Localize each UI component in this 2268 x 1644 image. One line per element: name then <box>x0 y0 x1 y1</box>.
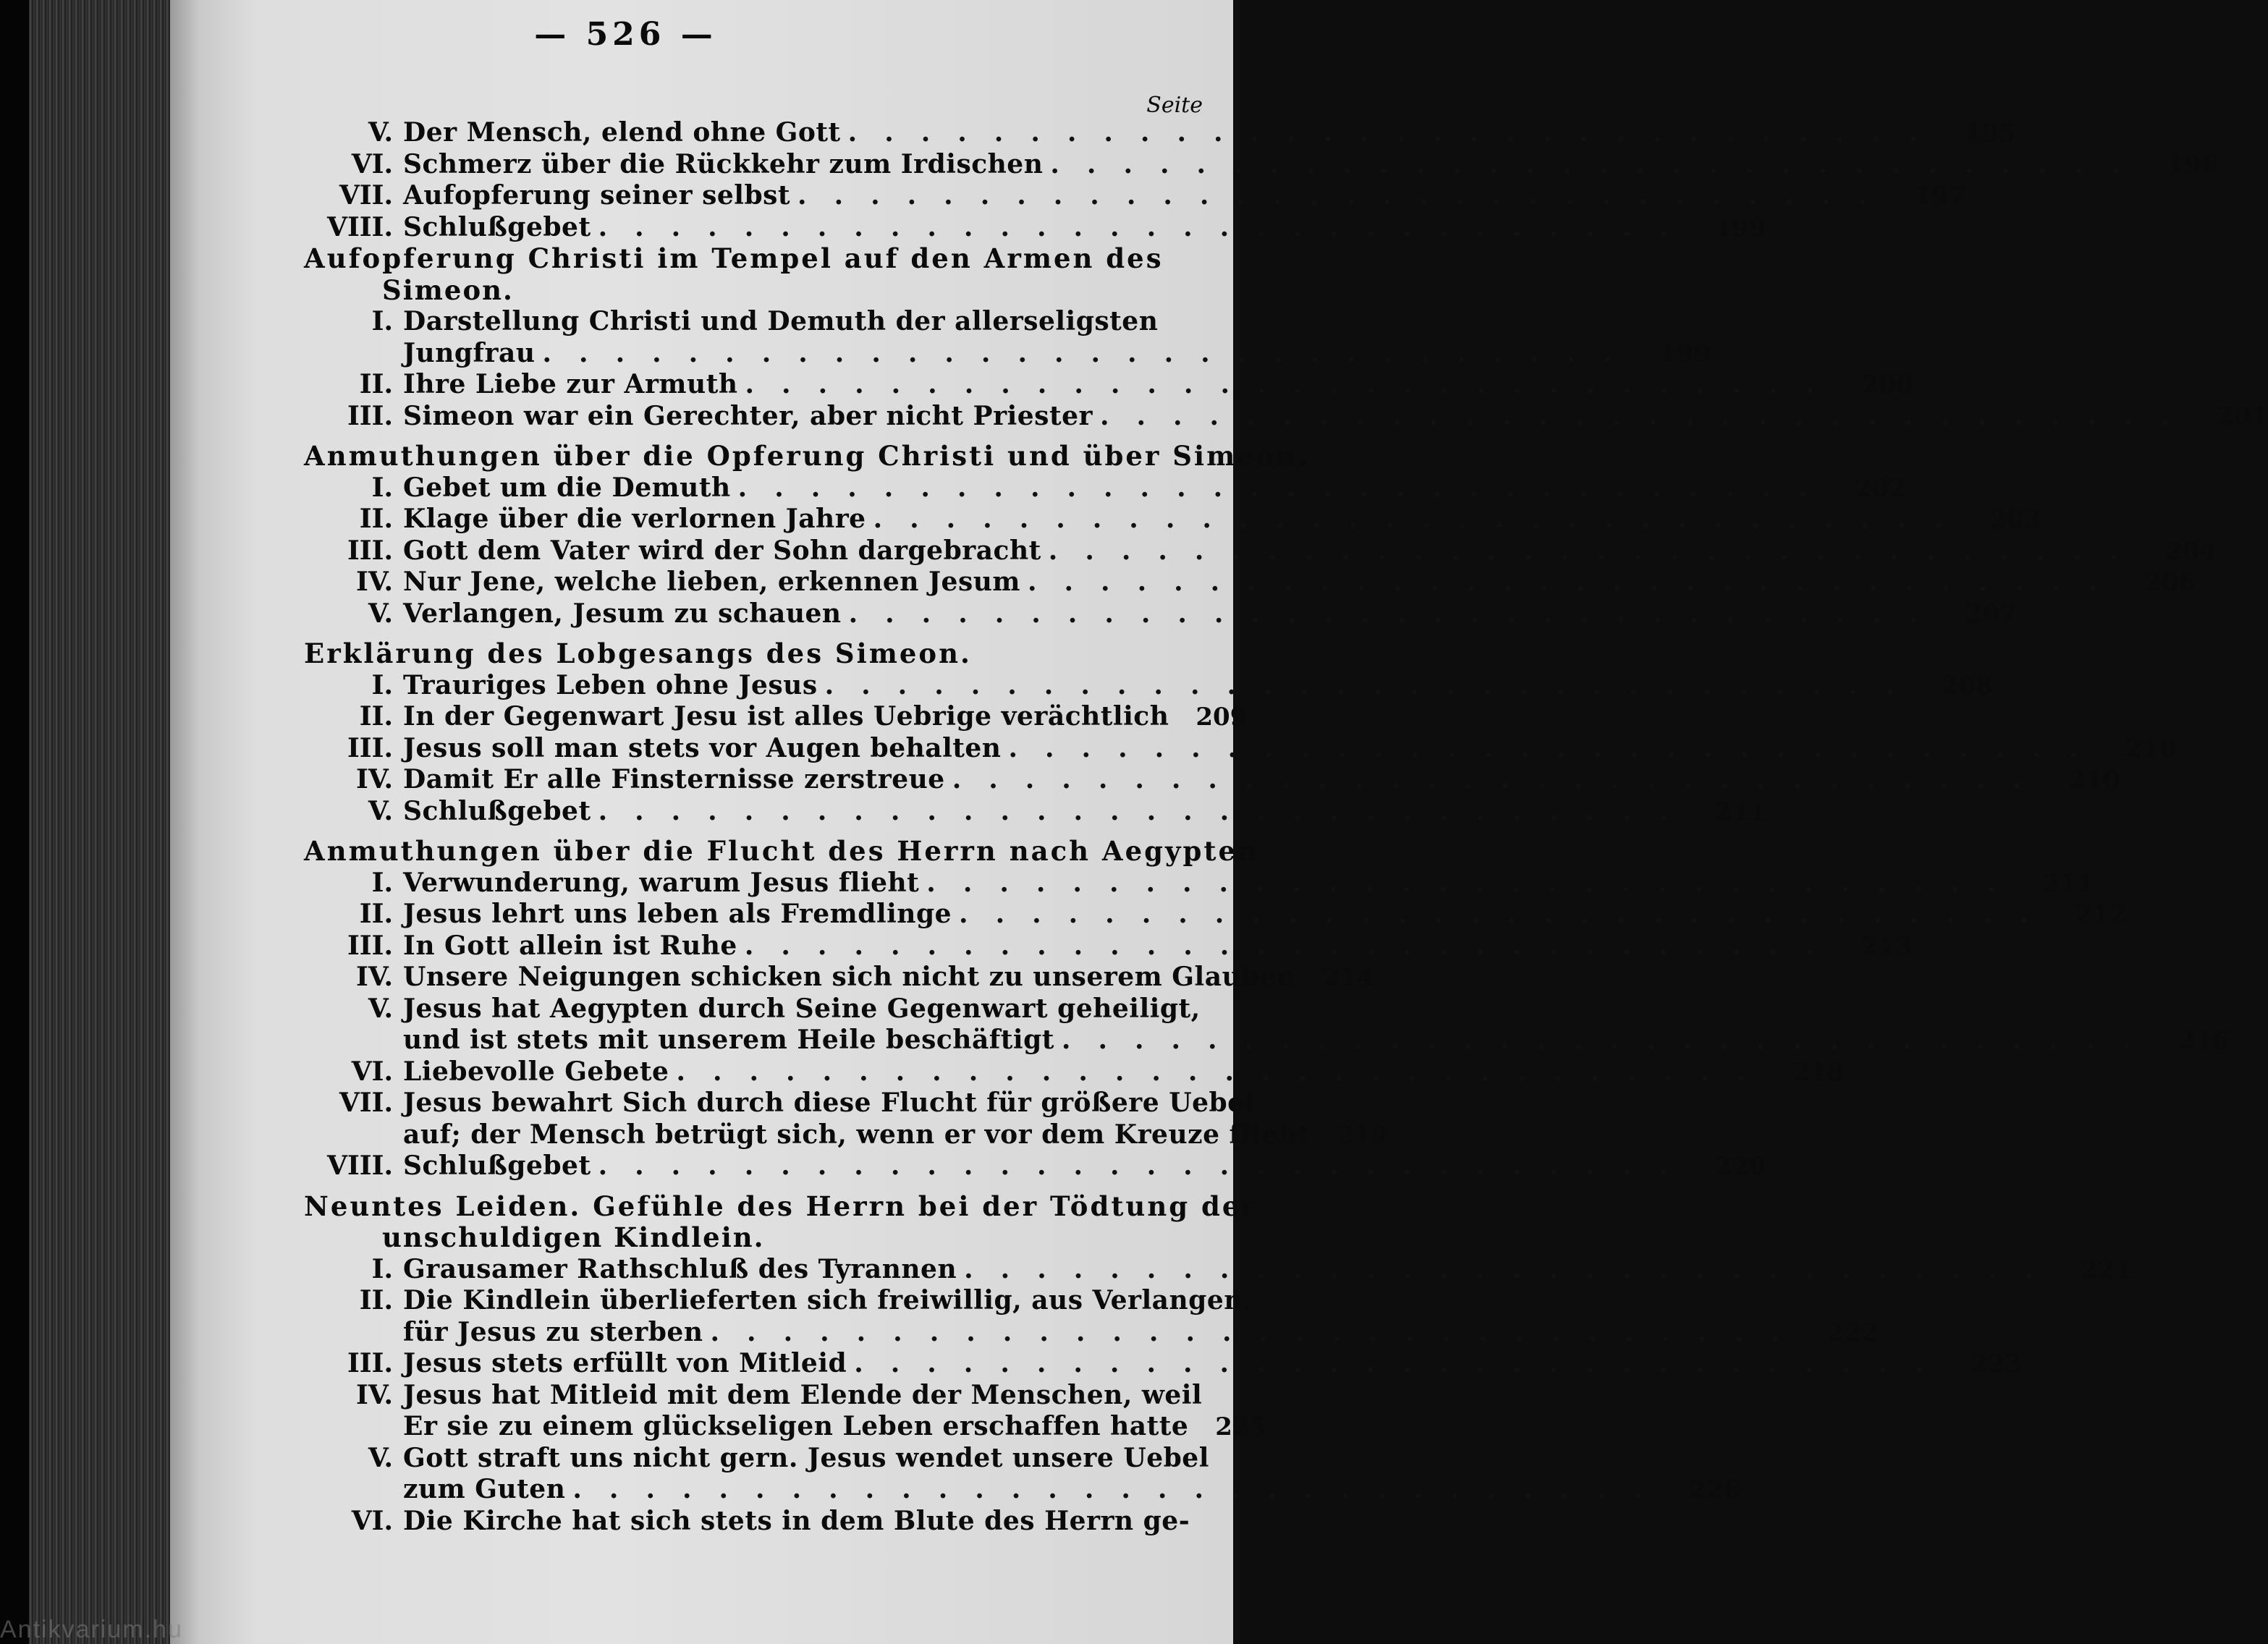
section-heading: Aufopferung Christi im Tempel auf den Armen des <box>304 242 1164 274</box>
toc-entry <box>304 930 1913 962</box>
entry-title: zum Guten <box>403 1474 566 1504</box>
entry-title: Jesus lehrt uns leben als Fremdlinge <box>403 899 952 929</box>
entry-numeral: V. <box>368 993 393 1024</box>
entry-page-number: 201 <box>2216 402 2268 431</box>
entry-page-number: 211 <box>2043 868 2095 898</box>
entry-title: Schlußgebet <box>403 1151 591 1181</box>
entry-title: Verlangen, Jesum zu schauen <box>403 598 842 629</box>
toc-entry <box>304 795 1766 828</box>
toc-entry <box>304 1285 1253 1317</box>
entry-title: Gott straft uns nicht gern. Jesus wendet unsere Uebel <box>403 1442 1209 1473</box>
toc-entry <box>304 400 2268 433</box>
entry-title: Schmerz über die Rückkehr zum Irdischen <box>403 148 1044 179</box>
toc-entry <box>304 1348 2023 1380</box>
entry-page-number: 209 <box>1196 703 1248 732</box>
leader-dots: .............................. <box>744 930 1842 961</box>
entry-title: Klage über die verlornen Jahre <box>403 504 866 534</box>
entry-numeral: VII. <box>339 180 393 211</box>
leader-dots: .............................. <box>598 211 1696 242</box>
toc-entry <box>304 669 1993 702</box>
toc-entry <box>304 180 1966 212</box>
document-page <box>170 0 2268 1644</box>
entry-title: Jesus bewahrt Sich durch diese Flucht für größere Uebel <box>403 1088 1255 1118</box>
entry-numeral: VI. <box>351 148 393 179</box>
leader-dots: .............................. <box>1048 535 2146 566</box>
seite-column-label: Seite <box>1146 93 1203 118</box>
toc-entry <box>304 598 2017 630</box>
entry-title: Ihre Liebe zur Armuth <box>403 369 738 399</box>
entry-title: Jungfrau <box>403 337 536 368</box>
leader-dots: .............................. <box>710 1316 1808 1347</box>
entry-title: Aufopferung seiner selbst <box>403 180 791 211</box>
toc-entry <box>304 764 2120 796</box>
entry-title: Verwunderung, warum Jesus flieht <box>403 867 920 898</box>
entry-page-number: 225 <box>1215 1412 1267 1441</box>
leader-dots: .............................. <box>598 795 1696 826</box>
toc-entry <box>304 567 2196 598</box>
toc-entry <box>304 1025 2230 1056</box>
entry-title: Die Kindlein überlieferten sich freiwillig, aus Verlangen, <box>403 1285 1253 1315</box>
entry-page-number: 203 <box>1989 505 2041 534</box>
entry-numeral: III. <box>347 535 393 566</box>
entry-page-number: 195 <box>1964 119 2016 148</box>
toc-entry <box>304 1253 2133 1286</box>
toc-entry <box>304 732 2177 765</box>
watermark: Antikvarium.hu <box>0 1616 183 1643</box>
entry-numeral: II. <box>359 899 393 929</box>
toc-entry <box>304 369 1913 401</box>
entry-numeral: IV. <box>355 764 393 795</box>
entry-numeral: V. <box>368 795 393 826</box>
leader-dots: .............................. <box>542 337 1640 368</box>
leader-dots: .............................. <box>854 1348 1952 1378</box>
entry-title: Jesus hat Mitleid mit dem Elende der Menschen, weil <box>403 1379 1203 1410</box>
leader-dots: .............................. <box>737 472 1835 503</box>
entry-numeral: II. <box>359 1285 393 1315</box>
toc-entry <box>304 211 1766 244</box>
entry-page-number: 222 <box>1827 1318 1879 1347</box>
entry-numeral: V. <box>368 1442 393 1473</box>
entry-page-number: 199 <box>1714 213 1766 242</box>
entry-numeral: VI. <box>351 1056 393 1087</box>
section-heading: Anmuthungen über die Flucht des Herrn nach Aegypten. <box>304 835 1271 867</box>
entry-numeral: I. <box>371 867 393 898</box>
toc-entry <box>304 117 2016 149</box>
entry-page-number: 200 <box>1861 370 1913 399</box>
entry-page-number: 199 <box>1659 339 1711 368</box>
entry-page-number: 208 <box>1941 671 1993 700</box>
toc-entry <box>304 472 1906 504</box>
toc-entry <box>304 504 2041 535</box>
entry-numeral: IV. <box>355 1379 393 1410</box>
entry-title: Damit Er alle Finsternisse zerstreue <box>403 764 945 795</box>
leader-dots: .............................. <box>847 117 1945 148</box>
toc-entry <box>304 1474 1741 1506</box>
toc-entry <box>304 337 1711 370</box>
section-heading: Simeon. <box>382 274 514 306</box>
entry-numeral: III. <box>347 400 393 431</box>
book-cover <box>0 0 29 1644</box>
toc-entry <box>304 701 1248 733</box>
entry-title: Gott dem Vater wird der Sohn dargebracht <box>403 535 1041 566</box>
entry-page-number: 226 <box>1689 1475 1741 1504</box>
entry-numeral: V. <box>368 117 393 148</box>
leader-dots: .............................. <box>1061 1025 2159 1055</box>
leader-dots: .............................. <box>797 180 1895 211</box>
toc-entry <box>304 1151 1766 1182</box>
toc-entry <box>304 1442 1209 1475</box>
entry-numeral: VIII. <box>327 1151 393 1181</box>
entry-page-number: 210 <box>2068 766 2120 795</box>
entry-page-number: 218 <box>1793 1057 1845 1087</box>
toc-entry <box>304 993 1201 1025</box>
entry-numeral: IV. <box>355 962 393 992</box>
entry-page-number: 223 <box>1971 1349 2023 1378</box>
entry-page-number: 211 <box>1714 797 1766 826</box>
toc-entry <box>304 867 2095 899</box>
entry-numeral: I. <box>371 306 393 336</box>
entry-numeral: VI. <box>351 1505 393 1536</box>
toc-entry <box>304 1379 1203 1412</box>
entry-title: Jesus stets erfüllt von Mitleid <box>403 1348 847 1378</box>
entry-title: Schlußgebet <box>403 795 591 826</box>
entry-title: und ist stets mit unserem Heile beschäftigt <box>403 1025 1054 1055</box>
leader-dots: .............................. <box>952 764 2049 795</box>
section-heading: Erklärung des Lobgesangs des Simeon. <box>304 637 972 669</box>
leader-dots: .............................. <box>824 669 1922 700</box>
entry-page-number: 212 <box>2076 900 2128 929</box>
entry-page-number: 210 <box>2125 734 2177 763</box>
toc-entry <box>304 1505 1190 1538</box>
leader-dots: .............................. <box>572 1474 1670 1504</box>
toc-entry <box>304 1316 1879 1349</box>
leader-dots: .............................. <box>964 1253 2062 1284</box>
toc-entry <box>304 1088 1255 1119</box>
entry-title: Darstellung Christi und Demuth der allerseligsten <box>403 306 1159 336</box>
toc-entry <box>304 1411 1267 1443</box>
entry-title: Liebevolle Gebete <box>403 1056 669 1087</box>
entry-title: In der Gegenwart Jesu ist alles Uebrige verächtlich <box>403 701 1169 732</box>
toc-entry <box>304 899 2128 931</box>
entry-title: auf; der Mensch betrügt sich, wenn er vor dem Kreuze flieht <box>403 1119 1311 1150</box>
section-heading: unschuldigen Kindlein. <box>382 1221 765 1253</box>
entry-page-number: 221 <box>2081 1255 2133 1284</box>
entry-page-number: 196 <box>2167 150 2219 179</box>
entry-title: für Jesus zu sterben <box>403 1316 703 1347</box>
entry-numeral: I. <box>371 669 393 700</box>
entry-page-number: 204 <box>2165 536 2217 566</box>
entry-page-number: 207 <box>1965 599 2017 629</box>
entry-numeral: II. <box>359 504 393 534</box>
leader-dots: .............................. <box>1027 567 2125 597</box>
entry-title: Jesus soll man stets vor Augen behalten <box>403 732 1002 763</box>
table-of-contents <box>304 117 2268 1537</box>
toc-entry <box>304 962 1374 993</box>
entry-numeral: II. <box>359 701 393 732</box>
entry-page-number: 206 <box>2144 568 2196 597</box>
entry-page-number: 220 <box>1714 1152 1766 1181</box>
toc-entry <box>304 306 1172 338</box>
entry-page-number: 214 <box>1322 963 1374 992</box>
entry-title: Grausamer Rathschluß des Tyrannen <box>403 1253 957 1284</box>
entry-page-number: 213 <box>1861 931 1913 961</box>
entry-title: In Gott allein ist Ruhe <box>403 930 737 961</box>
entry-page-number: 202 <box>1854 473 1906 503</box>
entry-page-number: 197 <box>1914 182 1966 211</box>
entry-title: Schlußgebet <box>403 211 591 242</box>
section-heading: Neuntes Leiden. Gefühle des Herrn bei der Tödtung der <box>304 1190 1258 1222</box>
toc-entry <box>304 535 2217 567</box>
leader-dots: .............................. <box>926 867 2024 898</box>
toc-entry <box>304 1119 1389 1151</box>
leader-dots: .............................. <box>598 1151 1696 1181</box>
entry-numeral: VII. <box>339 1088 393 1118</box>
entry-numeral: I. <box>371 1253 393 1284</box>
entry-title: Trauriges Leben ohne Jesus <box>403 669 818 700</box>
entry-page-number: 216 <box>2178 1026 2230 1055</box>
entry-numeral: VIII. <box>327 211 393 242</box>
entry-title: Jesus hat Aegypten durch Seine Gegenwart geheiligt, <box>403 993 1201 1024</box>
toc-entry <box>304 148 2219 181</box>
entry-numeral: III. <box>347 1348 393 1378</box>
toc-entry <box>304 1056 1845 1088</box>
section-heading: Anmuthungen über die Opferung Christi und über Simeon. <box>304 440 1310 472</box>
leader-dots: .............................. <box>745 369 1842 399</box>
entry-numeral: IV. <box>355 567 393 597</box>
leader-dots: .............................. <box>676 1056 1774 1087</box>
section-gap <box>304 1182 1172 1191</box>
leader-dots: .............................. <box>873 504 1971 534</box>
entry-numeral: I. <box>371 472 393 503</box>
entry-numeral: V. <box>368 598 393 629</box>
leader-dots: .............................. <box>848 598 1946 629</box>
entry-title: Simeon war ein Gerechter, aber nicht Priester <box>403 400 1093 431</box>
entry-title: Nur Jene, welche lieben, erkennen Jesum <box>403 567 1020 597</box>
entry-title: Die Kirche hat sich stets in dem Blute des Herrn ge- <box>403 1505 1190 1536</box>
leader-dots: .............................. <box>1008 732 2106 763</box>
entry-title: Unsere Neigungen schicken sich nicht zu unserem Glauben <box>403 962 1296 992</box>
entry-title: Er sie zu einem glückseligen Leben erschaffen hatte <box>403 1411 1189 1441</box>
leader-dots: .............................. <box>1050 148 2148 179</box>
entry-title: Gebet um die Demuth <box>403 472 731 503</box>
entry-numeral: III. <box>347 732 393 763</box>
entry-numeral: II. <box>359 369 393 399</box>
page-number: — 526 — <box>534 16 717 53</box>
leader-dots: .............................. <box>1099 400 2197 431</box>
entry-numeral: III. <box>347 930 393 961</box>
entry-page-number: 219 <box>1337 1120 1389 1150</box>
entry-title: Der Mensch, elend ohne Gott <box>403 117 841 148</box>
leader-dots: .............................. <box>959 899 2057 929</box>
